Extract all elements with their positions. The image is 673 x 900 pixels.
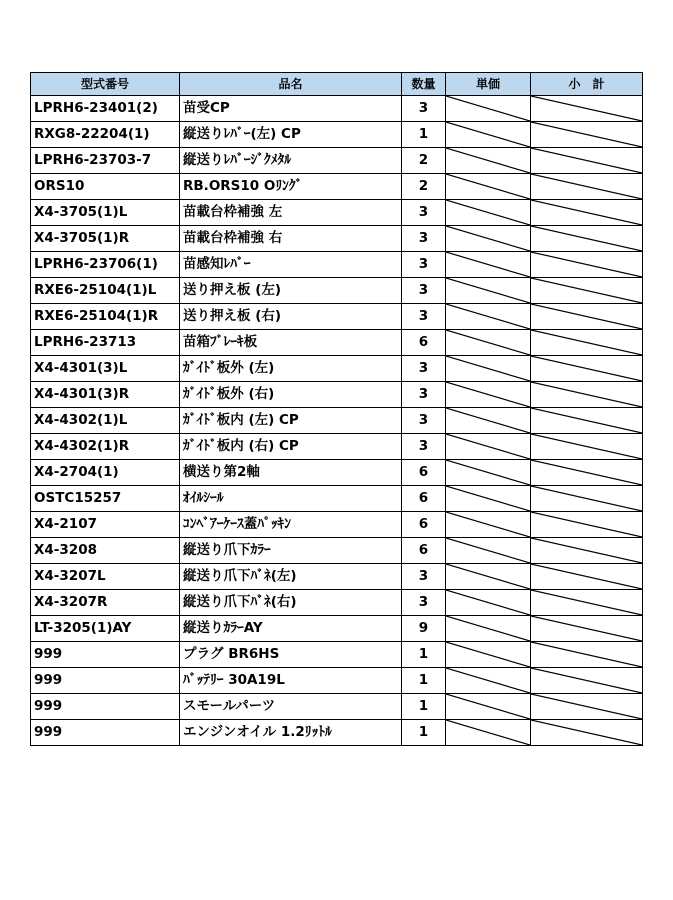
diagonal-strike [446,278,530,303]
unit-price-cell [446,304,531,330]
subtotal-cell [531,460,643,486]
model-number-cell: 999 [31,668,180,694]
model-number-cell: LPRH6-23401(2) [31,96,180,122]
table-row [31,538,643,564]
model-number-cell: RXE6-25104(1)R [31,304,180,330]
header-model-number: 型式番号 [31,73,180,96]
quantity-cell: 1 [402,668,446,694]
quantity-cell: 6 [402,486,446,512]
unit-price-cell [446,252,531,278]
subtotal-cell [531,486,643,512]
model-number-cell: 999 [31,642,180,668]
model-number-cell: 999 [31,720,180,746]
item-name-cell: ｵｲﾙｼｰﾙ [180,486,402,512]
subtotal-cell [531,382,643,408]
table-row [31,382,643,408]
diagonal-strike [446,616,530,641]
subtotal-cell [531,174,643,200]
unit-price-cell [446,408,531,434]
unit-price-cell [446,538,531,564]
diagonal-strike [446,720,530,745]
table-row [31,512,643,538]
diagonal-strike [531,486,642,511]
table-row [31,200,643,226]
diagonal-strike [531,590,642,615]
diagonal-strike [446,200,530,225]
item-name-cell: ｶﾞｲﾄﾞ板内 (左) CP [180,408,402,434]
item-name-cell: エンジンオイル 1.2ﾘｯﾄﾙ [180,720,402,746]
subtotal-cell [531,642,643,668]
item-name-cell: ｶﾞｲﾄﾞ板外 (右) [180,382,402,408]
diagonal-strike [531,174,642,199]
diagonal-strike [446,304,530,329]
diagonal-strike [531,356,642,381]
diagonal-strike [446,590,530,615]
unit-price-cell [446,356,531,382]
table-row [31,148,643,174]
diagonal-strike [531,512,642,537]
unit-price-cell [446,642,531,668]
subtotal-cell [531,226,643,252]
table-body [31,96,643,746]
table-row [31,434,643,460]
unit-price-cell [446,200,531,226]
table-row [31,408,643,434]
diagonal-strike [446,226,530,251]
diagonal-strike [446,538,530,563]
item-name-cell: ﾊﾞｯﾃﾘｰ 30A19L [180,668,402,694]
item-name-cell: ｶﾞｲﾄﾞ板外 (左) [180,356,402,382]
subtotal-cell [531,96,643,122]
quantity-cell: 2 [402,174,446,200]
diagonal-strike [446,96,530,121]
table-row [31,590,643,616]
subtotal-cell [531,278,643,304]
unit-price-cell [446,96,531,122]
subtotal-cell [531,668,643,694]
unit-price-cell [446,460,531,486]
model-number-cell: LPRH6-23703-7 [31,148,180,174]
quantity-cell: 1 [402,642,446,668]
table-row [31,720,643,746]
diagonal-strike [446,330,530,355]
model-number-cell: X4-2704(1) [31,460,180,486]
diagonal-strike [446,356,530,381]
diagonal-strike [446,668,530,693]
diagonal-strike [446,460,530,485]
item-name-cell: ｺﾝﾍﾞｱｰｹｰｽ蓋ﾊﾟｯｷﾝ [180,512,402,538]
header-unit-price: 単価 [446,73,531,96]
diagonal-strike [531,642,642,667]
subtotal-cell [531,122,643,148]
table-row [31,460,643,486]
diagonal-strike [446,642,530,667]
item-name-cell: 送り押え板 (左) [180,278,402,304]
item-name-cell: 縦送りﾚﾊﾞｰ(左) CP [180,122,402,148]
diagonal-strike [446,408,530,433]
diagonal-strike [531,434,642,459]
diagonal-strike [531,564,642,589]
unit-price-cell [446,694,531,720]
item-name-cell: 送り押え板 (右) [180,304,402,330]
quantity-cell: 3 [402,382,446,408]
item-name-cell: 横送り第2軸 [180,460,402,486]
header-item-name: 品名 [180,73,402,96]
quantity-cell: 6 [402,460,446,486]
model-number-cell: X4-3705(1)L [31,200,180,226]
subtotal-cell [531,148,643,174]
quantity-cell: 3 [402,226,446,252]
table-row [31,694,643,720]
quantity-cell: 3 [402,96,446,122]
item-name-cell: 苗感知ﾚﾊﾞｰ [180,252,402,278]
unit-price-cell [446,330,531,356]
quantity-cell: 3 [402,304,446,330]
table-row [31,356,643,382]
item-name-cell: 縦送り爪下ｶﾗｰ [180,538,402,564]
table-row [31,96,643,122]
model-number-cell: LPRH6-23706(1) [31,252,180,278]
table-row [31,278,643,304]
table-row [31,174,643,200]
unit-price-cell [446,616,531,642]
subtotal-cell [531,434,643,460]
quantity-cell: 3 [402,278,446,304]
unit-price-cell [446,720,531,746]
quantity-cell: 9 [402,616,446,642]
header-quantity: 数量 [402,73,446,96]
table-row [31,564,643,590]
subtotal-cell [531,408,643,434]
unit-price-cell [446,174,531,200]
quantity-cell: 3 [402,590,446,616]
diagonal-strike [531,408,642,433]
unit-price-cell [446,564,531,590]
table-row [31,486,643,512]
unit-price-cell [446,512,531,538]
item-name-cell: 縦送り爪下ﾊﾞﾈ(左) [180,564,402,590]
diagonal-strike [446,122,530,147]
unit-price-cell [446,122,531,148]
model-number-cell: 999 [31,694,180,720]
table-row [31,122,643,148]
model-number-cell: OSTC15257 [31,486,180,512]
subtotal-cell [531,694,643,720]
subtotal-cell [531,720,643,746]
subtotal-cell [531,304,643,330]
parts-table [30,72,643,746]
subtotal-cell [531,538,643,564]
unit-price-cell [446,226,531,252]
subtotal-cell [531,200,643,226]
subtotal-cell [531,590,643,616]
model-number-cell: X4-3207L [31,564,180,590]
table-row [31,304,643,330]
subtotal-cell [531,356,643,382]
quantity-cell: 1 [402,694,446,720]
diagonal-strike [531,96,642,121]
table-row [31,252,643,278]
model-number-cell: X4-3208 [31,538,180,564]
diagonal-strike [446,148,530,173]
diagonal-strike [531,668,642,693]
quantity-cell: 3 [402,434,446,460]
diagonal-strike [531,382,642,407]
diagonal-strike [531,330,642,355]
subtotal-cell [531,330,643,356]
quantity-cell: 1 [402,122,446,148]
unit-price-cell [446,148,531,174]
quantity-cell: 1 [402,720,446,746]
quantity-cell: 3 [402,408,446,434]
model-number-cell: X4-4301(3)R [31,382,180,408]
diagonal-strike [446,252,530,277]
model-number-cell: ORS10 [31,174,180,200]
table-row [31,642,643,668]
quantity-cell: 3 [402,564,446,590]
model-number-cell: X4-3207R [31,590,180,616]
model-number-cell: X4-2107 [31,512,180,538]
quantity-cell: 6 [402,538,446,564]
quantity-cell: 6 [402,512,446,538]
model-number-cell: RXG8-22204(1) [31,122,180,148]
diagonal-strike [446,382,530,407]
item-name-cell: 縦送りﾚﾊﾞｰｼﾞｸﾒﾀﾙ [180,148,402,174]
diagonal-strike [531,252,642,277]
model-number-cell: X4-3705(1)R [31,226,180,252]
model-number-cell: LPRH6-23713 [31,330,180,356]
quantity-cell: 6 [402,330,446,356]
diagonal-strike [531,694,642,719]
diagonal-strike [531,304,642,329]
table-row [31,668,643,694]
model-number-cell: LT-3205(1)AY [31,616,180,642]
unit-price-cell [446,486,531,512]
item-name-cell: 苗載台枠補強 左 [180,200,402,226]
item-name-cell: 苗載台枠補強 右 [180,226,402,252]
item-name-cell: ｶﾞｲﾄﾞ板内 (右) CP [180,434,402,460]
model-number-cell: X4-4302(1)L [31,408,180,434]
item-name-cell: 苗受CP [180,96,402,122]
unit-price-cell [446,434,531,460]
diagonal-strike [531,122,642,147]
diagonal-strike [531,148,642,173]
quantity-cell: 3 [402,252,446,278]
diagonal-strike [531,720,642,745]
item-name-cell: スモールパーツ [180,694,402,720]
diagonal-strike [531,538,642,563]
model-number-cell: X4-4302(1)R [31,434,180,460]
item-name-cell: プラグ BR6HS [180,642,402,668]
table-row [31,226,643,252]
diagonal-strike [446,512,530,537]
subtotal-cell [531,252,643,278]
diagonal-strike [531,460,642,485]
subtotal-cell [531,564,643,590]
item-name-cell: 苗箱ﾌﾞﾚｰｷ板 [180,330,402,356]
diagonal-strike [446,486,530,511]
quantity-cell: 3 [402,200,446,226]
parts-list-sheet [30,72,642,746]
model-number-cell: X4-4301(3)L [31,356,180,382]
diagonal-strike [446,174,530,199]
diagonal-strike [446,564,530,589]
unit-price-cell [446,382,531,408]
diagonal-strike [446,694,530,719]
diagonal-strike [531,616,642,641]
subtotal-cell [531,616,643,642]
subtotal-cell [531,512,643,538]
item-name-cell: 縦送りｶﾗｰAY [180,616,402,642]
diagonal-strike [446,434,530,459]
item-name-cell: 縦送り爪下ﾊﾞﾈ(右) [180,590,402,616]
diagonal-strike [531,200,642,225]
unit-price-cell [446,590,531,616]
table-row [31,616,643,642]
model-number-cell: RXE6-25104(1)L [31,278,180,304]
item-name-cell: RB.ORS10 Oﾘﾝｸﾞ [180,174,402,200]
diagonal-strike [531,278,642,303]
header-subtotal: 小 計 [531,73,643,96]
quantity-cell: 2 [402,148,446,174]
diagonal-strike [531,226,642,251]
unit-price-cell [446,668,531,694]
table-row [31,330,643,356]
header-row [31,73,643,96]
quantity-cell: 3 [402,356,446,382]
unit-price-cell [446,278,531,304]
